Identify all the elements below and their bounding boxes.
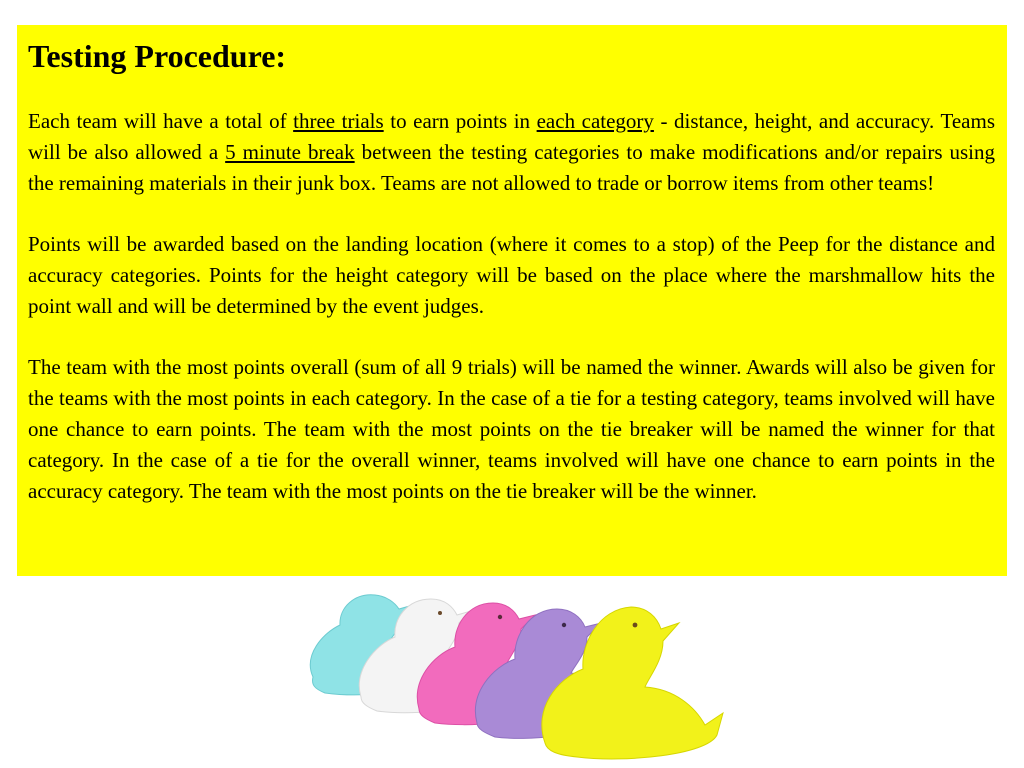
purple-peep-eye	[562, 623, 566, 627]
five-minute-break-text: 5 minute break	[225, 140, 355, 164]
yellow-peep-eye	[633, 623, 638, 628]
text-span: Each team will have a total of	[28, 109, 294, 133]
each-category-text: each category	[536, 109, 654, 133]
white-peep-eye	[438, 611, 442, 615]
text-span: between the testing categories to make modifications and/or repairs using the remaining materials in their junk box. Teams are not allowed to trade or borrow items from other teams!	[28, 140, 996, 195]
paragraph-winner: The team with the most points overall (sum of all 9 trials) will be named the winner. Awards will also be given for the teams with the most points in each category. In the case of a tie for a testing category, teams involved will have one chance to earn points. The team with the most points on the tie breaker will be named the winner for that category. In the case of a tie for the overall winner, teams involved will have one chance to earn points in the accuracy category. The team with the most points on the tie breaker will be the winner.	[28, 355, 995, 503]
text-span: to earn points in	[383, 109, 537, 133]
paragraph-points: Points will be awarded based on the landing location (where it comes to a stop) of the Peep for the distance and accuracy categories. Points for the height category will be based on the place where the marshmallow hits the point wall and will be determined by the event judges.	[28, 232, 995, 318]
pink-peep-eye	[498, 615, 502, 619]
text-box	[17, 25, 1007, 576]
slide-title: Testing Procedure:	[28, 38, 287, 74]
three-trials-text: three trials	[293, 109, 384, 133]
peeps-image	[295, 585, 740, 765]
paragraph-trials	[28, 106, 995, 199]
text-span: - distance, height, and accuracy. Teams will be also allowed a	[28, 109, 995, 164]
